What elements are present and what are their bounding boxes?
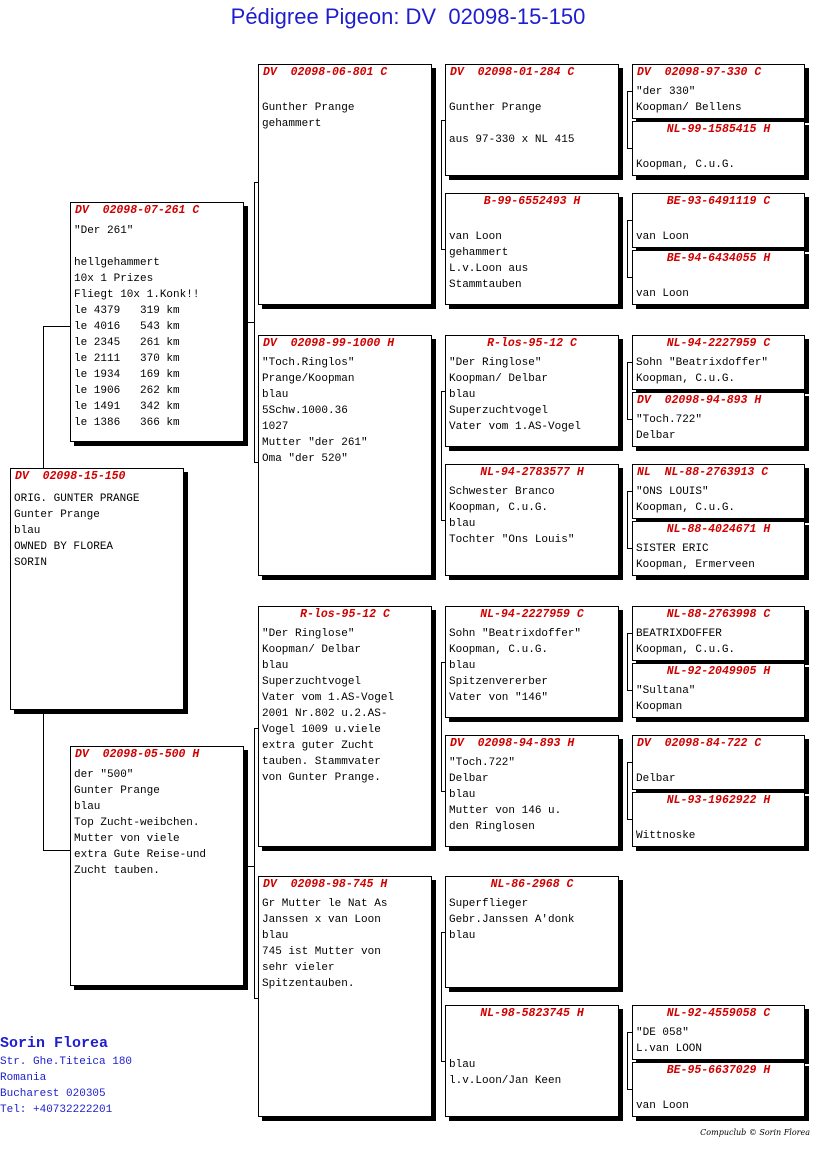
- pigeon-card-sss: [445, 64, 619, 176]
- pigeon-info-line: Mutter von 146 u.: [449, 805, 562, 817]
- breeder-address-line: Romania: [0, 1072, 47, 1084]
- pigeon-info-line: Schwester Branco: [449, 486, 555, 498]
- pigeon-info-line: "DE 058": [636, 1027, 689, 1039]
- ring-number: BE-94-6434055 H: [666, 252, 771, 265]
- ring-number: R-los-95-12 C: [300, 608, 390, 621]
- pigeon-info-line: von Gunter Prange.: [262, 772, 381, 784]
- pigeon-info-line: 10x 1 Prizes: [74, 273, 154, 285]
- pigeon-info-line: Koopman/ Delbar: [262, 644, 362, 656]
- pigeon-info-line: Spitzenvererber: [449, 676, 549, 688]
- ring-number: DV 02098-84-722 C: [637, 737, 762, 750]
- pigeon-info-line: SORIN: [14, 557, 48, 569]
- pigeon-info-line: le 1491 342 km: [74, 401, 180, 413]
- ring-number: DV 02098-94-893 H: [450, 737, 575, 750]
- breeder-info: [0, 1034, 132, 1118]
- connector-line: [627, 1032, 628, 1089]
- pigeon-info-line: L.van LOON: [636, 1043, 703, 1055]
- pigeon-info-line: Koopman, Ermerveen: [636, 559, 755, 571]
- pigeon-info-line: le 2111 370 km: [74, 353, 180, 365]
- pigeon-info-line: sehr vieler: [262, 962, 335, 974]
- pigeon-card-g10: [632, 663, 805, 718]
- pigeon-info-line: van Loon: [449, 231, 502, 243]
- pigeon-info-line: Koopman/ Delbar: [449, 373, 549, 385]
- ring-number: BE-95-6637029 H: [666, 1064, 771, 1077]
- ring-number: NL-88-4024671 H: [666, 523, 771, 536]
- pigeon-card-g7: [632, 464, 805, 519]
- pigeon-info-line: Gr Mutter le Nat As: [262, 898, 388, 910]
- pigeon-info-line: Vater vom 1.AS-Vogel: [449, 421, 582, 433]
- pigeon-info-line: Delbar: [636, 430, 676, 442]
- ring-number: NL-98-5823745 H: [480, 1007, 584, 1020]
- pigeon-info-line: "Toch.Ringlos": [262, 357, 355, 369]
- ring-number: BE-93-6491119 C: [666, 195, 771, 208]
- page-title: Pédigree Pigeon: DV 02098-15-150: [230, 4, 586, 29]
- pigeon-info-line: Zucht tauben.: [74, 865, 160, 877]
- pigeon-info-line: Top Zucht-weibchen.: [74, 817, 200, 829]
- pigeon-info-line: L.v.Loon aus: [449, 263, 529, 275]
- pigeon-info-line: blau: [449, 789, 476, 801]
- pigeon-info-line: le 2345 261 km: [74, 337, 180, 349]
- ring-number: DV 02098-01-284 C: [450, 66, 575, 79]
- pigeon-card-g2: [632, 121, 805, 176]
- pigeon-info-line: Superzuchtvogel: [262, 676, 362, 688]
- pigeon-info-line: extra Gute Reise-und: [74, 849, 207, 861]
- pigeon-card-dsd: [445, 735, 619, 847]
- pigeon-info-line: "der 330": [636, 86, 696, 98]
- pigeon-info-line: Koopman: [636, 701, 683, 713]
- ring-number: NL-94-2783577 H: [480, 466, 584, 479]
- pigeon-card-g15: [632, 1005, 805, 1060]
- ring-number: DV 02098-97-330 C: [637, 66, 762, 79]
- pigeon-info-line: Janssen x van Loon: [262, 914, 381, 926]
- pigeon-card-dam: [70, 746, 244, 986]
- breeder-name: Sorin Florea: [0, 1035, 109, 1052]
- pigeon-card-sd: [258, 335, 432, 576]
- ring-number: DV 02098-94-893 H: [637, 394, 762, 407]
- pigeon-info-line: Koopman, C.u.G.: [636, 644, 736, 656]
- breeder-address-line: Bucharest 020305: [0, 1088, 106, 1100]
- connector-line: [254, 728, 255, 998]
- pigeon-info-line: "Der Ringlose": [449, 357, 542, 369]
- pigeon-card-g12: [632, 792, 805, 847]
- pigeon-info-line: "Der Ringlose": [262, 628, 355, 640]
- pigeon-info-line: "Sultana": [636, 685, 696, 697]
- pigeon-card-dd: [258, 876, 432, 1117]
- pigeon-info-line: 5Schw.1000.36: [262, 405, 348, 417]
- pigeon-card-g5: [632, 335, 805, 390]
- pigeon-info-line: blau: [74, 801, 101, 813]
- connector-line: [441, 391, 442, 520]
- pigeon-card-dss: [445, 606, 619, 718]
- ring-number: R-los-95-12 C: [487, 337, 577, 350]
- pigeon-info-line: SISTER ERIC: [636, 543, 709, 555]
- pigeon-card-sdd: [445, 464, 619, 576]
- pigeon-info-line: Superzuchtvogel: [449, 405, 549, 417]
- connector-line: [627, 491, 628, 548]
- connector-line: [627, 362, 628, 419]
- connector-line: [627, 91, 628, 148]
- connector-line: [43, 710, 44, 850]
- connector-line: [43, 326, 44, 469]
- pigeon-info-line: le 1386 366 km: [74, 417, 180, 429]
- connector-line: [43, 850, 70, 851]
- pigeon-info-line: hellgehammert: [74, 257, 160, 269]
- pigeon-info-line: le 4016 543 km: [74, 321, 180, 333]
- ring-number: NL-94-2227959 C: [666, 337, 771, 350]
- pigeon-info-line: Koopman, C.u.G.: [636, 159, 736, 171]
- pigeon-card-g16: [632, 1062, 805, 1117]
- connector-line: [627, 220, 628, 277]
- pigeon-info-line: blau: [262, 389, 289, 401]
- pigeon-card-dds: [445, 876, 619, 988]
- ring-number: NL-86-2968 C: [490, 878, 574, 891]
- pigeon-info-line: der "500": [74, 769, 134, 781]
- pigeon-info-line: Koopman, C.u.G.: [449, 502, 549, 514]
- pigeon-info-line: Gunther Prange: [262, 102, 355, 114]
- pigeon-card-g3: [632, 193, 805, 248]
- pigeon-card-g8: [632, 521, 805, 576]
- pigeon-card-sds: [445, 335, 619, 447]
- pigeon-card-ddd: [445, 1005, 619, 1117]
- pigeon-card-ds: [258, 606, 432, 847]
- connector-line: [244, 322, 254, 323]
- pigeon-card-ssd: [445, 193, 619, 305]
- pigeon-info-line: Gunther Prange: [449, 102, 542, 114]
- pigeon-info-line: le 1906 262 km: [74, 385, 180, 397]
- pigeon-info-line: aus 97-330 x NL 415: [449, 134, 575, 146]
- pigeon-info-line: Koopman/ Bellens: [636, 102, 742, 114]
- pigeon-info-line: 2001 Nr.802 u.2.AS-: [262, 708, 388, 720]
- pigeon-info-line: Koopman, C.u.G.: [636, 373, 736, 385]
- pigeon-card-g1: [632, 64, 805, 119]
- ring-number: DV 02098-05-500 H: [75, 748, 200, 761]
- pigeon-card-subject: [10, 468, 184, 710]
- pigeon-info-line: Sohn "Beatrixdoffer": [449, 628, 582, 640]
- ring-number: NL NL-88-2763913 C: [637, 466, 769, 479]
- pigeon-card-g11: [632, 735, 805, 790]
- pigeon-info-line: Gunter Prange: [74, 785, 160, 797]
- pigeon-info-line: van Loon: [636, 1100, 689, 1112]
- pigeon-info-line: Oma "der 520": [262, 453, 348, 465]
- pigeon-info-line: "Der 261": [74, 225, 134, 237]
- pigeon-info-line: blau: [449, 518, 476, 530]
- pigeon-info-line: Vater von "146": [449, 692, 549, 704]
- pigeon-info-line: "Toch.722": [449, 757, 516, 769]
- pigeon-card-ss: [258, 64, 432, 305]
- ring-number: DV 02098-15-150: [15, 470, 126, 483]
- pigeon-info-line: blau: [14, 525, 41, 537]
- ring-number: DV 02098-06-801 C: [263, 66, 388, 79]
- pigeon-info-line: Spitzentauben.: [262, 978, 355, 990]
- pigeon-info-line: extra guter Zucht: [262, 740, 375, 752]
- pigeon-info-line: den Ringlosen: [449, 821, 535, 833]
- pigeon-card-sire: [70, 202, 244, 442]
- pigeon-info-line: blau: [262, 660, 289, 672]
- pigeon-info-line: van Loon: [636, 288, 689, 300]
- pigeon-card-g6: [632, 392, 805, 447]
- pigeon-info-line: blau: [449, 660, 476, 672]
- pigeon-info-line: Koopman, C.u.G.: [449, 644, 549, 656]
- connector-line: [441, 932, 442, 1061]
- ring-number: NL-94-2227959 C: [480, 608, 584, 621]
- pigeon-info-line: l.v.Loon/Jan Keen: [449, 1075, 562, 1087]
- pigeon-info-line: 745 ist Mutter von: [262, 946, 381, 958]
- pigeon-info-line: "Toch.722": [636, 414, 703, 426]
- pigeon-info-line: Delbar: [449, 773, 489, 785]
- pigeon-info-line: ORIG. GUNTER PRANGE: [14, 493, 140, 505]
- pigeon-info-line: blau: [449, 389, 476, 401]
- pigeon-info-line: blau: [449, 1059, 476, 1071]
- pigeon-info-line: Gunter Prange: [14, 509, 100, 521]
- pigeon-card-g9: [632, 606, 805, 661]
- ring-number: DV 02098-07-261 C: [75, 204, 200, 217]
- pigeon-info-line: le 4379 319 km: [74, 305, 180, 317]
- breeder-phone: Tel: +40732222201: [0, 1104, 113, 1116]
- pigeon-info-line: Wittnoske: [636, 830, 696, 842]
- pigeon-info-line: tauben. Stammvater: [262, 756, 381, 768]
- pigeon-info-line: blau: [262, 930, 289, 942]
- ring-number: NL-88-2763998 C: [666, 608, 771, 621]
- ring-number: NL-92-4559058 C: [666, 1007, 771, 1020]
- pigeon-info-line: "ONS LOUIS": [636, 486, 709, 498]
- pigeon-info-line: Superflieger: [449, 898, 529, 910]
- pigeon-info-line: Fliegt 10x 1.Konk!!: [74, 289, 200, 301]
- pigeon-info-line: gehammert: [262, 118, 322, 130]
- connector-line: [627, 633, 628, 690]
- connector-line: [244, 866, 254, 867]
- connector-line: [441, 120, 442, 249]
- pigeon-info-line: Koopman, C.u.G.: [636, 502, 736, 514]
- pigeon-info-line: Vater vom 1.AS-Vogel: [262, 692, 395, 704]
- pigeon-info-line: Gebr.Janssen A'donk: [449, 914, 575, 926]
- pigeon-info-line: gehammert: [449, 247, 509, 259]
- pigeon-info-line: BEATRIXDOFFER: [636, 628, 722, 640]
- pigeon-info-line: Vogel 1009 u.viele: [262, 724, 381, 736]
- breeder-address-line: Str. Ghe.Titeica 180: [0, 1056, 133, 1068]
- ring-number: NL-93-1962922 H: [666, 794, 771, 807]
- pigeon-info-line: Sohn "Beatrixdoffer": [636, 357, 769, 369]
- connector-line: [441, 662, 442, 791]
- pigeon-info-line: le 1934 169 km: [74, 369, 180, 381]
- pigeon-info-line: 1027: [262, 421, 289, 433]
- connector-line: [627, 762, 628, 819]
- pigeon-info-line: van Loon: [636, 231, 689, 243]
- pigeon-info-line: blau: [449, 930, 476, 942]
- pigeon-info-line: Stammtauben: [449, 279, 522, 291]
- connector-line: [43, 326, 70, 327]
- pigeon-info-line: Delbar: [636, 773, 676, 785]
- pigeon-info-line: Tochter "Ons Louis": [449, 534, 575, 546]
- pigeon-info-line: Mutter von viele: [74, 833, 180, 845]
- ring-number: NL-92-2049905 H: [666, 665, 771, 678]
- pigeon-info-line: Prange/Koopman: [262, 373, 355, 385]
- ring-number: B-99-6552493 H: [483, 195, 581, 208]
- ring-number: DV 02098-99-1000 H: [263, 337, 395, 350]
- ring-number: NL-99-1585415 H: [666, 123, 771, 136]
- pigeon-card-g4: [632, 250, 805, 305]
- pigeon-info-line: Mutter "der 261": [262, 437, 368, 449]
- connector-line: [254, 182, 255, 462]
- ring-number: DV 02098-98-745 H: [263, 878, 388, 891]
- footer-credit: Compuclub © Sorin Florea: [700, 1128, 810, 1137]
- pigeon-info-line: OWNED BY FLOREA: [14, 541, 114, 553]
